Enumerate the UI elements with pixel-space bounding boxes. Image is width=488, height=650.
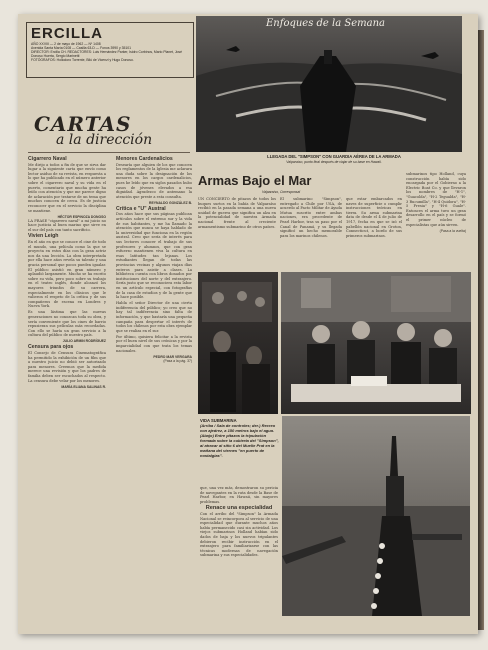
letters-column-right: Menores Cardenalicios Desearía que alguien de los que conocen los reglamentos de la Iglesia me aclarara una duda sobre la designación de los menores en los cargos cardenalicios, pues he leído que en siglos pasados hubo casos de jóvenes elevados a esa dignidad. Agradezco de antemano la atención que preste a esta consulta. REYNALDO GONZÁLEZ B. Crítica e "U" Austral Dos años hace que sus páginas publican artículos sobre el extremo sur y la vida de sus habitantes, y me ha llamado la atención que nunca se haya hablado de la universidad que funciona en la región austral. Creo que sería de interés para sus lectores conocer el trabajo de sus profesores y alumnos, que con gran esfuerzo mantienen viva la cultura en esas latitudes tan lejanas. Los estudiantes llegan de todas las provincias vecinas y algunos viajan días enteros para asistir a clases. La biblioteca cuenta con libros donados por instituciones del norte y del extranjero. Sería justo que se reconociera esta labor en un artículo especial, con fotografías de la casa de estudios y de la gente que la hace posible. Habla el señor Director de una cierta indiferencia del público; yo creo que no hay tal indiferencia sino falta de información, y que bastaría una pequeña campaña para despertar el interés de todos los chilenos por esta obra ejemplar que se realiza en el sur. Por último, quisiera felicitar a la revista por el buen nivel de sus crónicas y por la imparcialidad con que trata los temas nacionales. PEDRO MAR VERGARA (Pasa a la pág. 37)	[116, 156, 192, 363]
letter-signature: HÉCTOR ESPINOZA DONOSO	[57, 214, 106, 219]
letter-heading: Vivien Leigh	[28, 233, 59, 240]
letter-signature: MARÍA ELIANA SALINAS R.	[61, 384, 106, 389]
magazine-title: ERCILLA	[31, 25, 103, 42]
letters-subtitle: a la dirección	[56, 132, 153, 148]
article-title: Armas Bajo el Mar	[198, 173, 312, 188]
staff-line: DIRECTOR: Ercilla CH. REDACTORES: Luis Hernández Parker, Isidro Corbinos, Mario Planet, José Donoso Huerta, Sergio Marinetti	[31, 50, 182, 58]
article-column-1: UN CONCIERTO de pitazos de todos los buques surtos en la bahía de Valparaíso recibió en la pasada semana a una nueva unidad de guerra que significa un alza en la potencialidad de nuestra Armada nacional frente al creciente armamentismo submarino de otros países.	[198, 197, 276, 229]
continue-note: (Pasa a la pág. 37)	[163, 358, 192, 363]
article-column-3: que estar embarcados en naves de superficie o cumplir instrucciones teóricas en tierra. Su arma submarina data de desde el 4 de julio de 1917, fecha en que se izó el pabellón nacional en Groton, Connecticut, a bordo de sus primeros submarinos.	[346, 197, 402, 238]
letter-signature: JULIO ARMIN RODRÍGUEZ	[62, 339, 106, 344]
top-photo-caption: LLEGADA DEL "SIMPSON" CON GUARDIA AÉREA DE LA ARMADA	[267, 154, 401, 159]
letters-column-left: Cigarrero Naval Me dirijo a todos a fin de que se sirva dar lugar a la siguiente carta que envío como lector asiduo de su revista, en respuesta a lo que ha publicado en el número anterior sobre el cigarrero naval y su vida en el puerto, comentario que mucha gente ha leído con atención y que me parece digno de aclaración por tratarse de un tema que muchos conocen de cerca. Es de justicia reconocer que en el servicio la disciplina se mantiene. HÉCTOR ESPINOZA DONOSO LA FRASE "cigarrero naval" a mi juicio no hace justicia al buen marino que sirve en el sur del país con tanto sacrificio. Vivien Leigh En el año en que se conoce el cine de todo el mundo, una película como la que se proyecta en estos días con la gran actriz nos da una lección. La obra interpretada por ella hace años revela su talento y una gracia personal que pocos pueden igualar. El público asistió en gran número y aplaudió largamente. Mucho se ha escrito sobre su vida, pero poco sobre su trabajo en el teatro inglés, donde alcanzó los mayores triunfos de su carrera, especialmente en los clásicos que le valieron el respeto de la crítica y de sus compañeros de escena en Londres y Nueva York. Es una lástima que las nuevas generaciones no conozcan toda su obra, y sería conveniente que los cines de barrio repusieran sus películas más recordadas. Con ello se haría un gran servicio a la cultura del público de nuestro país. JULIO ARMIN RODRÍGUEZ Censura para ojos El Consejo de Censura Cinematográfica ha permitido la exhibición de un film que a nuestro juicio no debió ser autorizado para menores. Creemos que la medida merece una revisión y que los padres de familia deben ser escuchados al respecto. La censura debe velar por los menores. MARÍA ELIANA SALINAS R.	[28, 156, 106, 389]
control-room-photo	[198, 272, 278, 414]
submarine-bow-illustration	[196, 16, 462, 152]
top-photo-caption-2: Valparaíso, punto final después de viajar de su base en Hawaii.	[286, 160, 382, 164]
article-column-2: El submarino "Simpson", entregado a Chile por USA, de acuerdo al Pacto Militar de Ayuda Mutua suscrito entre ambas naciones, era procedente de Pearl Harbor, tras su paso por el Canal de Panamá, y su llegada significó un hecho memorable para los marinos chilenos.	[280, 197, 342, 238]
letter-heading: Cigarrero Naval	[28, 156, 67, 162]
address-line: Avenida Santa María 0108 — Casilla 63-D — Fonos 3990 y 35101	[31, 46, 132, 50]
letter-heading: Crítica e "U" Austral	[116, 205, 166, 212]
article-continue-note: (Pasa a la vuelta)	[439, 228, 466, 233]
article-column-4: submarinos tipo Holland, cuya construcción había sido encargada por el Gobierno a la Electric Boat Co. y que llevaron los nombres de "H-1", "Guacolda", "H-2 Tegualda", "H-3 Rucumilla", "H-4 Quidora", "H-5 Fresia" y "H-6 Guale". Entonces el arma tuvo un gran desarrollo en el país y se formó el primer núcleo de especialistas que aún sirven. (Pasa a la vuelta)	[406, 172, 466, 233]
masthead	[26, 22, 194, 78]
issue-line: AÑO XXVIII — 2 de mayo de 1962 — Nº 1408	[31, 42, 101, 46]
article-column-lower: que, una vez más, demostraron su pericia de navegantes en la ruta desde la Base de Pearl Harbor, en Hawaii, sin mayores problemas. Renace una especialidad Con el arribo del "Simpson" la Armada Nacional se reincorpora al servicio de una especialidad que durante muchos años había permanecido casi sin actividad. Los viejos submarinos Holland habían sido dados de baja y los nuevos tripulantes debieron recibir instrucción en el extranjero para familiarizarse con las técnicas modernas de navegación submarina y sus especialidades.	[200, 486, 278, 558]
article-dateline: Valparaíso, Corresponsal	[262, 190, 301, 194]
top-photo	[196, 16, 462, 152]
photo-caption-text: (Arriba / Sala de controles; der.) Recreo con ajedrez, a 150 metros bajo el agua. (Abajo) Entre pitazos la tripulación formada sobre la cubierta del "Simpson", al atracar al sitio 6 del Muelle Prat en la mañana del viernes "en puerto de nostalgias".	[200, 423, 279, 458]
article-subhead: Renace una especialidad	[205, 505, 273, 512]
chess-photo	[281, 272, 471, 414]
submarine-deck-illustration	[282, 416, 470, 616]
photo-caption-block	[200, 418, 280, 458]
letters-rule	[28, 152, 190, 153]
letter-heading: Censura para ojos	[28, 344, 74, 351]
letter-signature: PEDRO MAR VERGARA	[153, 354, 192, 359]
letter-heading: Menores Cardenalicios	[116, 156, 173, 162]
section-header: Enfoques de la Semana	[266, 18, 385, 29]
letters-title: CARTAS	[34, 112, 132, 136]
crew-illustration	[198, 272, 278, 414]
submarine-deck-photo	[282, 416, 470, 616]
photographers-line: FOTÓGRAFOS: Hollodoro Torrente, Bilú de Vicenzi y Hugo Donoso.	[31, 58, 134, 62]
letter-signature: REYNALDO GONZÁLEZ B.	[149, 200, 192, 205]
sailors-chess-illustration	[281, 272, 471, 414]
photo-caption-title: VIDA SUBMARINA	[200, 418, 237, 423]
